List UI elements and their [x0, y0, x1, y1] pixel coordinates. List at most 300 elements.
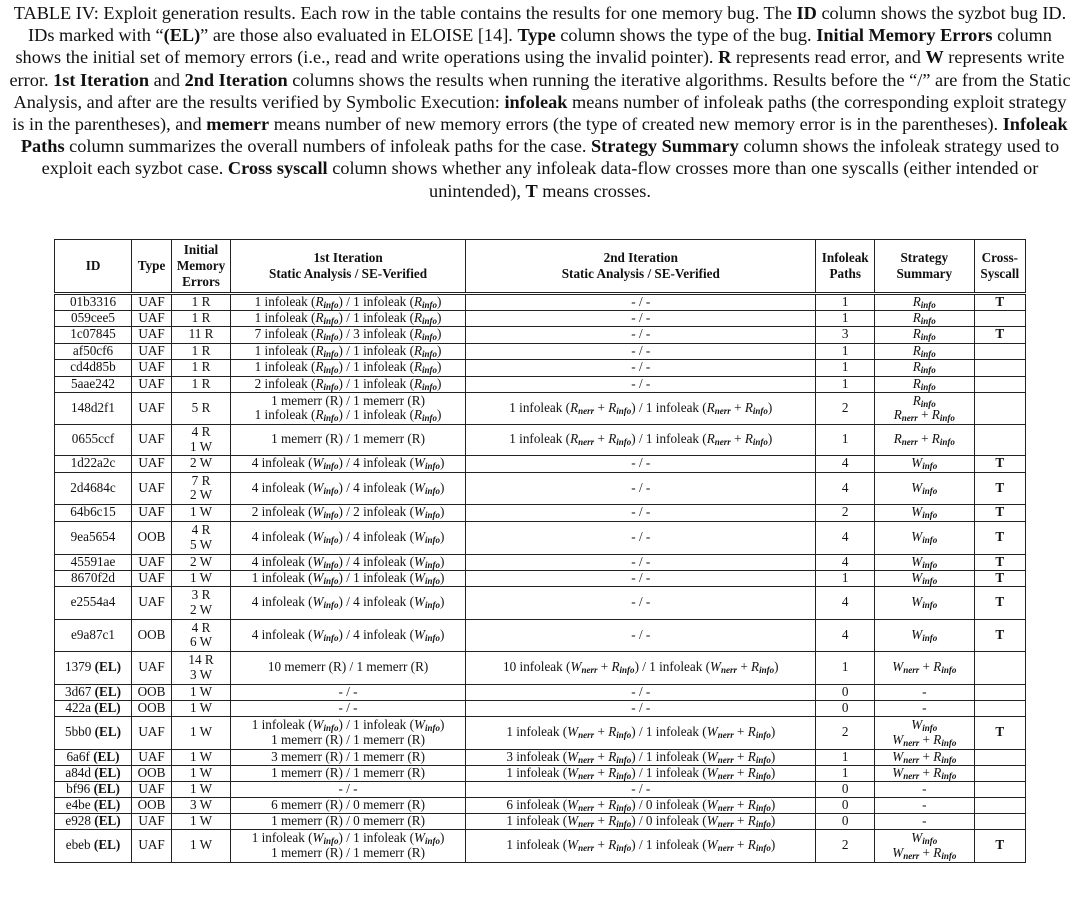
- col-type-header: [132, 240, 172, 294]
- cross-syscall-cell: [974, 310, 1025, 326]
- cell-line: 4 R: [191, 619, 211, 635]
- strategy-summary-cell: [874, 359, 974, 376]
- cell-line: $W_{nerr} + R_{info}$: [892, 731, 957, 748]
- cell-line: $R_{info}$: [912, 326, 936, 343]
- caption-segment: means number of infoleak paths (the corresponding exploit strategy is in the parentheses), and: [12, 91, 1067, 135]
- strategy-summary-cell: [874, 310, 974, 326]
- iteration-1-cell: [230, 829, 465, 862]
- iteration-2-cell: [466, 749, 816, 765]
- cell-line: $R_{nerr} + R_{info}$: [893, 431, 955, 448]
- iteration-2-cell: [466, 651, 816, 684]
- iteration-2-cell: [466, 619, 816, 651]
- strategy-summary-cell: [874, 455, 974, 472]
- header-line: Syscall: [980, 266, 1020, 281]
- cell-line: 2 infoleak $(W_{info}) / 2$ infoleak $(W_{info})$: [251, 504, 445, 521]
- initial-errors-cell: [172, 376, 231, 392]
- strategy-summary-cell: [874, 554, 974, 570]
- eloise-marker: (EL): [94, 659, 122, 675]
- infoleak-paths-cell: 1: [816, 343, 875, 359]
- iteration-1-cell: [230, 554, 465, 570]
- bug-id-cell: [55, 554, 132, 570]
- initial-errors-cell: [172, 326, 231, 343]
- table-row: [55, 521, 1026, 554]
- bug-type-cell: OOB: [132, 797, 172, 813]
- cross-syscall-cell: T: [974, 472, 1025, 504]
- strategy-summary-cell: [874, 424, 974, 455]
- cell-line: $W_{info}$: [911, 626, 938, 643]
- caption-segment: R: [718, 47, 732, 68]
- bug-type-cell: UAF: [132, 392, 172, 424]
- iteration-1-cell: [230, 586, 465, 619]
- cell-line: 10 memerr (R) / 1 memerr (R): [267, 659, 429, 675]
- cell-line: 1 infoleak $(W_{nerr} + R_{info}) / 1$ infoleak $(W_{nerr} + R_{info})$: [506, 764, 776, 781]
- bug-type-cell: UAF: [132, 376, 172, 392]
- bug-id-cell: [55, 455, 132, 472]
- bug-type-cell: UAF: [132, 570, 172, 586]
- caption-segment: W: [925, 47, 944, 68]
- cross-syscall-cell: [974, 392, 1025, 424]
- cell-line: 4 infoleak $(W_{info}) / 4$ infoleak $(W_{info})$: [251, 626, 445, 643]
- cell-line: 1 infoleak $(R_{nerr} + R_{info}) / 1$ infoleak $(R_{nerr} + R_{info})$: [509, 399, 773, 416]
- iteration-2-cell: [466, 294, 816, 311]
- cell-line: 1 infoleak $(W_{info}) / 1$ infoleak $(W_{info})$: [251, 569, 445, 586]
- header-line: Strategy: [900, 250, 949, 265]
- caption-segment: ID: [796, 3, 817, 23]
- caption-segment: TABLE IV: Exploit generation results. Each row in the table contains the results for one memory bug. The: [13, 3, 797, 23]
- col-cross-syscall-header: [974, 240, 1025, 294]
- bug-id: 9ea5654: [70, 529, 116, 545]
- initial-errors-cell: [172, 554, 231, 570]
- iteration-2-cell: [466, 376, 816, 392]
- cell-line: 1 infoleak $(R_{info}) / 1$ infoleak $(R_{info})$: [254, 342, 442, 359]
- cross-syscall-cell: [974, 797, 1025, 813]
- bug-type-cell: UAF: [132, 651, 172, 684]
- infoleak-paths-cell: 0: [816, 700, 875, 716]
- bug-id: cd4d85b: [70, 359, 116, 375]
- eloise-marker: (EL): [94, 699, 121, 715]
- table-row: [55, 765, 1026, 781]
- iteration-2-cell: [466, 326, 816, 343]
- cross-syscall-cell: T: [974, 455, 1025, 472]
- initial-errors-cell: [172, 294, 231, 311]
- iteration-2-cell: [466, 813, 816, 829]
- iteration-2-cell: [466, 781, 816, 797]
- iteration-1-cell: [230, 781, 465, 797]
- cell-line: 4 R: [191, 424, 211, 439]
- infoleak-paths-cell: 1: [816, 570, 875, 586]
- infoleak-paths-cell: 0: [816, 813, 875, 829]
- infoleak-paths-cell: 3: [816, 326, 875, 343]
- iteration-2-cell: [466, 359, 816, 376]
- eloise-marker: (EL): [93, 748, 120, 764]
- cell-line: 2 W: [189, 487, 213, 502]
- cell-line: - / -: [631, 326, 651, 342]
- cell-line: - / -: [338, 780, 358, 796]
- cell-line: - / -: [631, 342, 651, 358]
- strategy-summary-cell: [874, 651, 974, 684]
- infoleak-paths-cell: 0: [816, 797, 875, 813]
- strategy-summary-cell: [874, 472, 974, 504]
- cell-line: 4 infoleak $(W_{info}) / 4$ infoleak $(W_{info})$: [251, 455, 445, 472]
- table-row: [55, 586, 1026, 619]
- cell-line: - / -: [631, 479, 651, 495]
- cross-syscall-cell: [974, 749, 1025, 765]
- caption-segment: 2nd Iteration: [184, 69, 288, 90]
- iteration-2-cell: [466, 343, 816, 359]
- cell-line: -: [922, 812, 927, 828]
- cross-syscall-cell: [974, 359, 1025, 376]
- cell-line: 2 infoleak $(R_{info}) / 1$ infoleak $(R_{info})$: [254, 375, 442, 392]
- cell-line: 1 W: [189, 683, 213, 699]
- cross-syscall-cell: T: [974, 521, 1025, 554]
- strategy-summary-cell: [874, 570, 974, 586]
- iteration-1-cell: [230, 472, 465, 504]
- iteration-1-cell: [230, 651, 465, 684]
- cell-line: 7 infoleak $(R_{info}) / 3$ infoleak $(R_{info})$: [254, 326, 442, 343]
- cell-line: 2 W: [189, 455, 213, 471]
- cell-line: 1 infoleak $(R_{nerr} + R_{info}) / 1$ infoleak $(R_{nerr} + R_{info})$: [509, 431, 773, 448]
- cross-syscall-cell: [974, 765, 1025, 781]
- col-initial-errors-header: [172, 240, 231, 294]
- cell-line: - / -: [631, 359, 651, 375]
- bug-id-cell: [55, 376, 132, 392]
- cross-syscall-cell: [974, 376, 1025, 392]
- infoleak-paths-cell: 0: [816, 781, 875, 797]
- strategy-summary-cell: [874, 343, 974, 359]
- cell-line: 1 W: [189, 724, 213, 740]
- cell-line: 4 infoleak $(W_{info}) / 4$ infoleak $(W_{info})$: [251, 594, 445, 611]
- cell-line: 1 infoleak $(W_{nerr} + R_{info}) / 1$ infoleak $(W_{nerr} + R_{info})$: [506, 837, 776, 854]
- bug-id-cell: [55, 700, 132, 716]
- cell-line: $R_{info}$: [912, 392, 936, 409]
- iteration-2-cell: [466, 570, 816, 586]
- cell-line: 4 infoleak $(W_{info}) / 4$ infoleak $(W_{info})$: [251, 529, 445, 546]
- infoleak-paths-cell: 1: [816, 765, 875, 781]
- iteration-2-cell: [466, 586, 816, 619]
- cell-line: 1 infoleak $(R_{info}) / 1$ infoleak $(R_{info})$: [254, 407, 442, 423]
- cell-line: 1 W: [189, 438, 213, 454]
- table-row: [55, 359, 1026, 376]
- cell-line: $W_{nerr} + R_{info}$: [892, 659, 957, 676]
- table-row: [55, 700, 1026, 716]
- cell-line: 1 memerr (R) / 1 memerr (R): [271, 844, 425, 860]
- cell-line: 5 R: [191, 399, 211, 415]
- bug-type-cell: OOB: [132, 765, 172, 781]
- cross-syscall-cell: T: [974, 326, 1025, 343]
- cell-line: 1 W: [189, 569, 213, 585]
- cell-line: $R_{info}$: [912, 309, 936, 326]
- bug-id-cell: [55, 797, 132, 813]
- bug-id-cell: [55, 504, 132, 521]
- cell-line: 3 W: [189, 666, 213, 682]
- caption-segment: Type: [517, 25, 556, 46]
- cell-line: - / -: [631, 529, 651, 545]
- cell-line: 1 R: [191, 309, 211, 325]
- bug-type-cell: OOB: [132, 619, 172, 651]
- initial-errors-cell: [172, 797, 231, 813]
- cell-line: 1 infoleak $(W_{info}) / 1$ infoleak $(W_{info})$: [251, 717, 445, 733]
- cell-line: 1 memerr (R) / 1 memerr (R): [271, 731, 425, 747]
- table-row: [55, 310, 1026, 326]
- header-line: ID: [85, 258, 101, 273]
- bug-type-cell: OOB: [132, 684, 172, 700]
- initial-errors-cell: [172, 472, 231, 504]
- cross-syscall-cell: T: [974, 294, 1025, 311]
- bug-type-cell: UAF: [132, 343, 172, 359]
- cell-line: -: [922, 699, 927, 715]
- cross-syscall-cell: [974, 651, 1025, 684]
- iteration-1-cell: [230, 521, 465, 554]
- bug-id-cell: [55, 472, 132, 504]
- initial-errors-cell: [172, 781, 231, 797]
- bug-id-cell: [55, 829, 132, 862]
- bug-id-cell: [55, 326, 132, 343]
- cell-line: 3 memerr (R) / 1 memerr (R): [271, 748, 425, 764]
- caption-segment: means crosses.: [537, 180, 651, 201]
- bug-id-cell: [55, 570, 132, 586]
- cell-line: $W_{info}$: [911, 479, 938, 496]
- table-row: [55, 570, 1026, 586]
- eloise-marker: (EL): [94, 683, 122, 699]
- table-row: [55, 424, 1026, 455]
- table-row: [55, 716, 1026, 749]
- iteration-1-cell: [230, 700, 465, 716]
- iteration-2-cell: [466, 684, 816, 700]
- cross-syscall-cell: [974, 781, 1025, 797]
- eloise-marker: (EL): [94, 812, 121, 828]
- initial-errors-cell: [172, 504, 231, 521]
- initial-errors-cell: [172, 310, 231, 326]
- cell-line: $R_{info}$: [912, 359, 936, 376]
- cell-line: $W_{nerr} + R_{info}$: [892, 748, 957, 765]
- caption-segment: and: [149, 69, 185, 90]
- table-header: [55, 240, 1026, 294]
- caption-segment: means number of new memory errors (the type of created new memory error is in the parentheses).: [269, 114, 1003, 135]
- initial-errors-cell: [172, 570, 231, 586]
- table-row: [55, 376, 1026, 392]
- bug-id: bf96: [66, 780, 91, 796]
- cell-line: 1 infoleak $(R_{info}) / 1$ infoleak $(R_{info})$: [254, 309, 442, 326]
- iteration-2-cell: [466, 392, 816, 424]
- bug-type-cell: UAF: [132, 586, 172, 619]
- cell-line: 1 W: [189, 837, 213, 853]
- cell-line: 2 W: [189, 553, 213, 569]
- cell-line: - / -: [631, 455, 651, 471]
- caption-segment: memerr: [206, 114, 270, 135]
- eloise-marker: (EL): [93, 780, 120, 796]
- caption-segment: represents read error, and: [731, 47, 926, 68]
- cell-line: $W_{info}$: [911, 569, 938, 586]
- iteration-1-cell: [230, 359, 465, 376]
- caption-segment: Cross syscall: [227, 158, 328, 179]
- cross-syscall-cell: T: [974, 570, 1025, 586]
- iteration-2-cell: [466, 765, 816, 781]
- cell-line: 1 memerr (R) / 0 memerr (R): [271, 812, 425, 828]
- strategy-summary-cell: [874, 392, 974, 424]
- iteration-1-cell: [230, 343, 465, 359]
- strategy-summary-cell: [874, 504, 974, 521]
- bug-id: 422a: [65, 699, 91, 715]
- cell-line: $W_{info}$: [911, 504, 938, 521]
- cell-line: 1 R: [191, 294, 211, 309]
- infoleak-paths-cell: 2: [816, 392, 875, 424]
- cell-line: 11 R: [188, 326, 214, 342]
- cell-line: 1 memerr (R) / 1 memerr (R): [271, 392, 425, 408]
- strategy-summary-cell: [874, 749, 974, 765]
- table-row: [55, 829, 1026, 862]
- eloise-marker: (EL): [94, 764, 121, 780]
- eloise-marker: (EL): [93, 837, 121, 853]
- bug-id: 8670f2d: [71, 569, 115, 585]
- cross-syscall-cell: [974, 343, 1025, 359]
- caption-segment: Initial Memory Errors: [816, 25, 993, 46]
- infoleak-paths-cell: 1: [816, 651, 875, 684]
- cell-line: 4 R: [191, 522, 211, 537]
- infoleak-paths-cell: 1: [816, 424, 875, 455]
- cell-line: $W_{info}$: [911, 830, 938, 846]
- bug-type-cell: UAF: [132, 749, 172, 765]
- table-row: [55, 749, 1026, 765]
- initial-errors-cell: [172, 586, 231, 619]
- initial-errors-cell: [172, 359, 231, 376]
- iteration-1-cell: [230, 294, 465, 311]
- col-id-header: [55, 240, 132, 294]
- infoleak-paths-cell: 2: [816, 504, 875, 521]
- cell-line: - / -: [631, 375, 651, 391]
- cell-line: - / -: [338, 683, 358, 699]
- bug-id-cell: [55, 781, 132, 797]
- cell-line: 6 infoleak $(W_{nerr} + R_{info}) / 0$ infoleak $(W_{nerr} + R_{info})$: [506, 796, 776, 813]
- infoleak-paths-cell: 4: [816, 521, 875, 554]
- bug-id: e928: [65, 812, 91, 828]
- bug-id: 01b3316: [69, 294, 117, 309]
- iteration-2-cell: [466, 716, 816, 749]
- bug-id-cell: [55, 359, 132, 376]
- col-strategy-summary-header: [874, 240, 974, 294]
- bug-id-cell: [55, 521, 132, 554]
- bug-type-cell: UAF: [132, 310, 172, 326]
- strategy-summary-cell: [874, 619, 974, 651]
- table-row: [55, 343, 1026, 359]
- bug-id-cell: [55, 716, 132, 749]
- cell-line: 4 infoleak $(W_{info}) / 4$ infoleak $(W_{info})$: [251, 553, 445, 570]
- cell-line: $R_{info}$: [912, 375, 936, 392]
- bug-type-cell: UAF: [132, 813, 172, 829]
- cell-line: - / -: [631, 553, 651, 569]
- initial-errors-cell: [172, 651, 231, 684]
- bug-id-cell: [55, 294, 132, 311]
- initial-errors-cell: [172, 684, 231, 700]
- table-row: [55, 684, 1026, 700]
- table-row: [55, 813, 1026, 829]
- iteration-2-cell: [466, 472, 816, 504]
- infoleak-paths-cell: 4: [816, 586, 875, 619]
- infoleak-paths-cell: 4: [816, 619, 875, 651]
- caption-segment: represents write error.: [9, 47, 1065, 90]
- cell-line: 1 R: [191, 342, 211, 358]
- bug-id: 1c07845: [70, 326, 116, 342]
- bug-id: e4be: [65, 796, 91, 812]
- strategy-summary-cell: [874, 521, 974, 554]
- cross-syscall-cell: [974, 424, 1025, 455]
- cell-line: $W_{info}$: [911, 717, 938, 733]
- cell-line: 1 W: [189, 504, 213, 520]
- bug-type-cell: UAF: [132, 424, 172, 455]
- cell-line: - / -: [631, 594, 651, 610]
- bug-type-cell: OOB: [132, 521, 172, 554]
- caption-segment: column shows the infoleak strategy used to exploit each syzbot case.: [41, 136, 1060, 179]
- header-line: Type: [137, 258, 166, 273]
- table-row: [55, 504, 1026, 521]
- cell-line: 1 R: [191, 375, 211, 391]
- cell-line: 10 infoleak $(W_{nerr} + R_{info}) / 1$ infoleak $(W_{nerr} + R_{info})$: [503, 659, 779, 676]
- bug-id: 0655ccf: [71, 431, 115, 447]
- caption-segment: column summarizes the overall numbers of infoleak paths for the case.: [64, 136, 591, 157]
- header-line: Static Analysis / SE-Verified: [561, 266, 720, 281]
- header-line: Static Analysis / SE-Verified: [268, 266, 428, 281]
- bug-type-cell: UAF: [132, 504, 172, 521]
- cell-line: 1 W: [189, 764, 213, 780]
- caption-segment: column shows whether any infoleak data-flow crosses more than one syscalls (either intended or unintended),: [327, 158, 1039, 201]
- cell-line: - / -: [631, 683, 651, 699]
- bug-id-cell: [55, 813, 132, 829]
- iteration-1-cell: [230, 424, 465, 455]
- table-row: [55, 781, 1026, 797]
- cell-line: 6 memerr (R) / 0 memerr (R): [271, 796, 425, 812]
- iteration-1-cell: [230, 570, 465, 586]
- bug-type-cell: UAF: [132, 829, 172, 862]
- cell-line: -: [922, 780, 927, 796]
- iteration-1-cell: [230, 765, 465, 781]
- bug-id: 2d4684c: [70, 479, 116, 495]
- iteration-1-cell: [230, 376, 465, 392]
- cell-line: - / -: [631, 309, 651, 325]
- strategy-summary-cell: [874, 813, 974, 829]
- table-row: [55, 472, 1026, 504]
- cell-line: 2 W: [189, 601, 213, 617]
- strategy-summary-cell: [874, 586, 974, 619]
- iteration-2-cell: [466, 700, 816, 716]
- strategy-summary-cell: [874, 684, 974, 700]
- infoleak-paths-cell: 1: [816, 310, 875, 326]
- iteration-1-cell: [230, 813, 465, 829]
- cell-line: 1 memerr (R) / 1 memerr (R): [271, 431, 425, 447]
- cell-line: 3 W: [189, 796, 213, 812]
- infoleak-paths-cell: 1: [816, 359, 875, 376]
- header-line: Initial: [183, 242, 219, 257]
- cross-syscall-cell: [974, 813, 1025, 829]
- initial-errors-cell: [172, 521, 231, 554]
- eloise-marker: (EL): [94, 724, 122, 740]
- cross-syscall-cell: T: [974, 619, 1025, 651]
- iteration-1-cell: [230, 684, 465, 700]
- bug-id-cell: [55, 310, 132, 326]
- bug-id: 059cee5: [71, 309, 115, 325]
- cell-line: 7 R: [191, 472, 211, 488]
- header-line: 2nd Iteration: [603, 250, 678, 265]
- table-row: [55, 554, 1026, 570]
- bug-id-cell: [55, 749, 132, 765]
- bug-id-cell: [55, 684, 132, 700]
- strategy-summary-cell: [874, 765, 974, 781]
- iteration-2-cell: [466, 424, 816, 455]
- header-line: Cross-: [981, 250, 1018, 265]
- bug-id: a84d: [65, 764, 91, 780]
- cell-line: - / -: [631, 699, 651, 715]
- cross-syscall-cell: T: [974, 716, 1025, 749]
- cell-line: - / -: [631, 294, 651, 309]
- bug-id: e9a87c1: [71, 626, 115, 642]
